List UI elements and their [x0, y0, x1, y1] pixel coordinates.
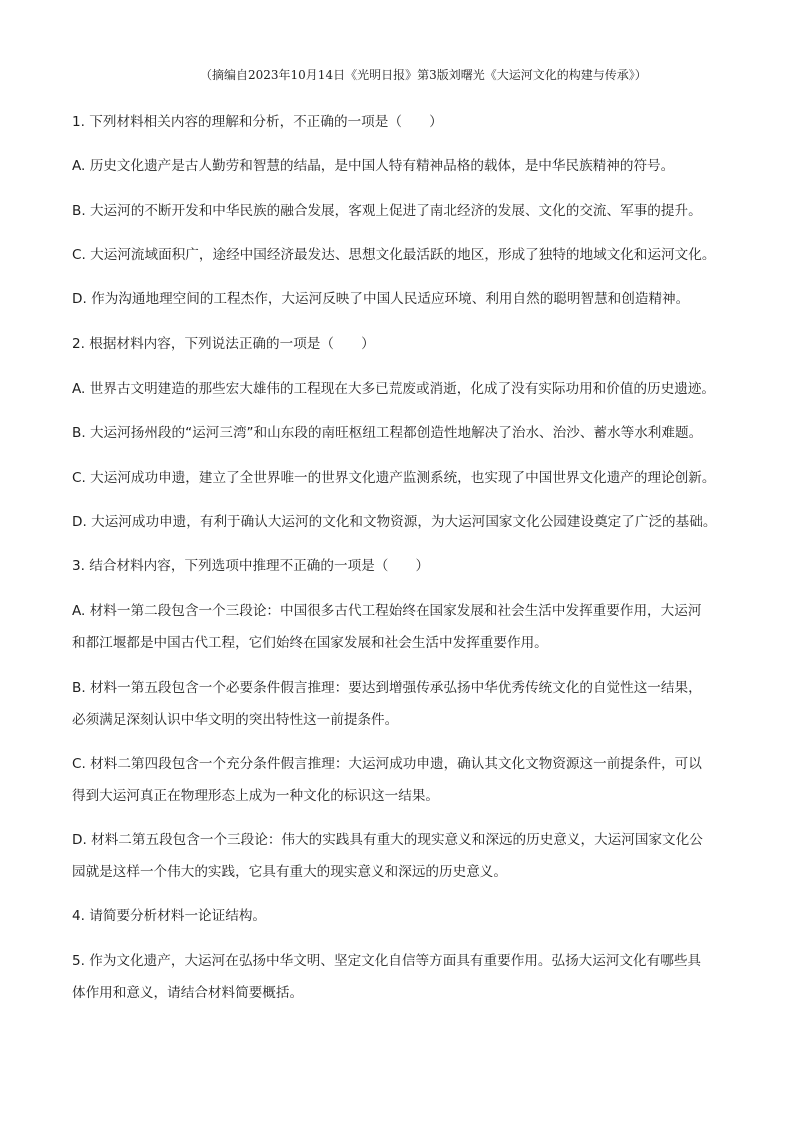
question-3-option-a-line-1: A. 材料一第二段包含一个三段论：中国很多古代工程始终在国家发展和社会生活中发挥重要作用，大运河 [72, 603, 702, 619]
question-5-line-2: 体作用和意义，请结合材料简要概括。 [72, 985, 304, 1001]
question-1-stem: 1. 下列材料相关内容的理解和分析，不正确的一项是（ ） [72, 114, 443, 130]
question-1-option-d: D. 作为沟通地理空间的工程杰作，大运河反映了中国人民适应环境、利用自然的聪明智慧和创造精神。 [72, 291, 690, 307]
question-3-option-d-line-1: D. 材料二第五段包含一个三段论：伟大的实践具有重大的现实意义和深远的历史意义，大运河国家文化公 [72, 832, 703, 848]
question-3-option-c-line-1: C. 材料二第四段包含一个充分条件假言推理：大运河成功申遗，确认其文化文物资源这一前提条件，可以 [72, 756, 702, 772]
question-2-option-d: D. 大运河成功申遗，有利于确认大运河的文化和文物资源，为大运河国家文化公园建设奠定了广泛的基础。 [72, 514, 717, 530]
question-2-stem: 2. 根据材料内容，下列说法正确的一项是（ ） [72, 336, 375, 352]
question-1-option-b: B. 大运河的不断开发和中华民族的融合发展，客观上促进了南北经济的发展、文化的交流、军事的提升。 [72, 203, 702, 219]
question-3-option-d-line-2: 园就是这样一个伟大的实践，它具有重大的现实意义和深远的历史意义。 [72, 864, 507, 880]
question-4-stem: 4. 请简要分析材料一论证结构。 [72, 908, 267, 924]
question-2-option-a: A. 世界古文明建造的那些宏大雄伟的工程现在大多已荒废或消逝，化成了没有实际功用和价值的历史遗迹。 [72, 381, 716, 397]
question-3-option-b-line-2: 必须满足深刻认识中华文明的突出特性这一前提条件。 [72, 712, 399, 728]
question-2-option-b: B. 大运河扬州段的“运河三湾”和山东段的南旺枢纽工程都创造性地解决了治水、治沙、蓄水等水利难题。 [72, 425, 703, 441]
question-3-stem: 3. 结合材料内容，下列选项中推理不正确的一项是（ ） [72, 558, 430, 574]
source-citation: （摘编自2023年10月14日《光明日报》第3版刘曙光《大运河文化的构建与传承》） [200, 68, 647, 82]
question-1-option-c: C. 大运河流域面积广，途经中国经济最发达、思想文化最活跃的地区，形成了独特的地域文化和运河文化。 [72, 247, 716, 263]
question-5-line-1: 5. 作为文化遗产，大运河在弘扬中华文明、坚定文化自信等方面具有重要作用。弘扬大运河文化有哪些具 [72, 953, 702, 969]
question-1-option-a: A. 历史文化遗产是古人勤劳和智慧的结晶，是中国人特有精神品格的载体，是中华民族精神的符号。 [72, 158, 675, 174]
question-3-option-c-line-2: 得到大运河真正在物理形态上成为一种文化的标识这一结果。 [72, 788, 440, 804]
question-3-option-a-line-2: 和都江堰都是中国古代工程，它们始终在国家发展和社会生活中发挥重要作用。 [72, 635, 548, 651]
question-3-option-b-line-1: B. 材料一第五段包含一个必要条件假言推理：要达到增强传承弘扬中华优秀传统文化的自觉性这一结果， [72, 680, 702, 696]
question-2-option-c: C. 大运河成功申遗，建立了全世界唯一的世界文化遗产监测系统，也实现了中国世界文化遗产的理论创新。 [72, 470, 716, 486]
